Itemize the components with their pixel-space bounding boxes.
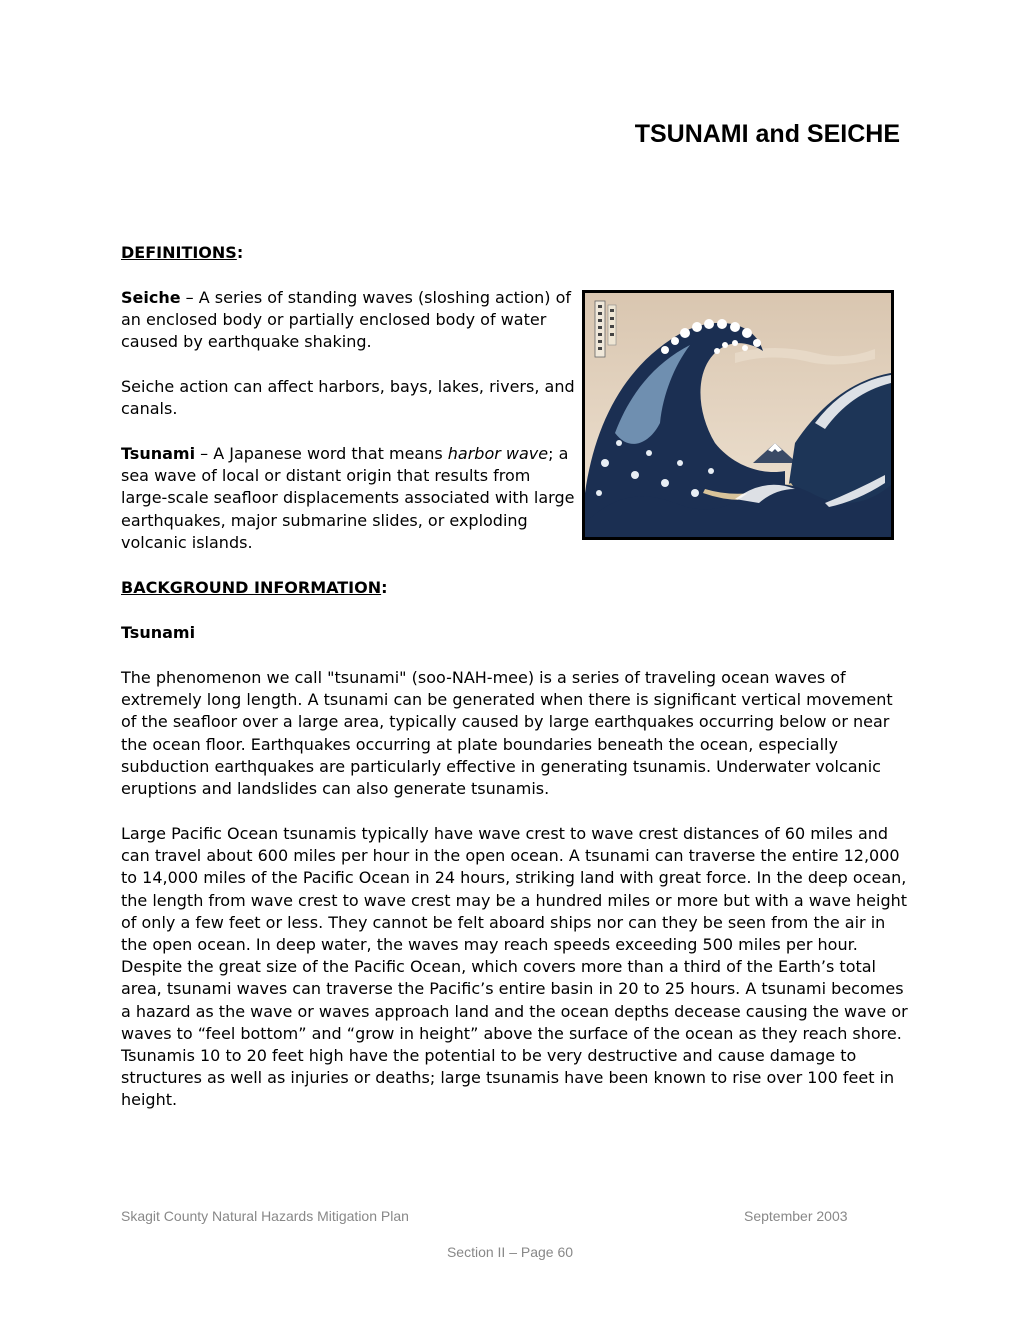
footer-page-number: Section II – Page 60: [446, 1244, 574, 1260]
background-paragraph-2: Large Pacific Ocean tsunamis typically have wave crest to wave crest distances of 60 miles and can travel about 600 miles per hour in the open ocean. A tsunami can traverse the entire 12,000 to 14,000 miles of the Pacific Ocean in 24 hours, striking land with great force. In the deep ocean, the length from wave crest to wave crest may be a hundred miles or more but with a wave height of only a few feet or less. They cannot be felt aboard ships nor can they be seen from the air in the open ocean. In deep water, the waves may reach speeds exceeding 500 miles per hour. Despite the great size of the Pacific Ocean, which covers more than a third of the Earth’s total area, tsunami waves can traverse the Pacific’s entire basin in 20 to 25 hours. A tsunami becomes a hazard as the wave or waves approach land and the ocean depths decease causing the wave or waves to “feel bottom” and “grow in height” above the surface of the ocean as they reach shore. Tsunamis 10 to 20 feet high have the potential to be very destructive and cause damage to structures as well as injuries or deaths; large tsunamis have been known to rise over 100 feet in height.: [121, 824, 908, 1110]
seiche-definition: [121, 287, 579, 354]
tsunami-definition-post: ; a sea wave of local or distant origin that results from large-scale seafloor displacements associated with large earthquakes, major submarine slides, or exploding volcanic islands.: [121, 444, 575, 552]
tsunami-definition-italic: harbor wave: [447, 444, 549, 463]
tsunami-definition: [121, 443, 579, 554]
great-wave-illustration: [585, 293, 891, 537]
great-wave-image: [582, 290, 894, 540]
tsunami-definition-pre: – A Japanese word that means: [195, 444, 448, 463]
definitions-heading: DEFINITIONS:: [121, 243, 244, 262]
tsunami-term: Tsunami: [121, 444, 196, 463]
seiche-definition-text: – A series of standing waves (sloshing action) of an enclosed body or partially enclosed body of water caused by earthquake shaking.: [121, 288, 572, 352]
tsunami-subheading: Tsunami: [121, 623, 196, 642]
seiche-term: Seiche: [121, 288, 181, 307]
footer-date: September 2003: [744, 1208, 848, 1224]
background-heading-text: BACKGROUND INFORMATION: [121, 578, 382, 597]
footer-plan-name: Skagit County Natural Hazards Mitigation Plan: [121, 1208, 409, 1224]
background-heading: BACKGROUND INFORMATION:: [121, 578, 388, 597]
definitions-heading-text: DEFINITIONS: [121, 243, 237, 262]
page-title: TSUNAMI and SEICHE: [634, 120, 900, 148]
seiche-note: Seiche action can affect harbors, bays, lakes, rivers, and canals.: [121, 377, 575, 419]
background-paragraph-1: The phenomenon we call "tsunami" (soo-NAH-mee) is a series of traveling ocean waves of extremely long length. A tsunami can be generated when there is significant vertical movement of the seafloor over a large area, typically caused by large earthquakes occurring below or near the ocean floor. Earthquakes occurring at plate boundaries beneath the ocean, especially subduction earthquakes are particularly effective in generating tsunamis. Underwater volcanic eruptions and landslides can also generate tsunamis.: [121, 668, 893, 799]
